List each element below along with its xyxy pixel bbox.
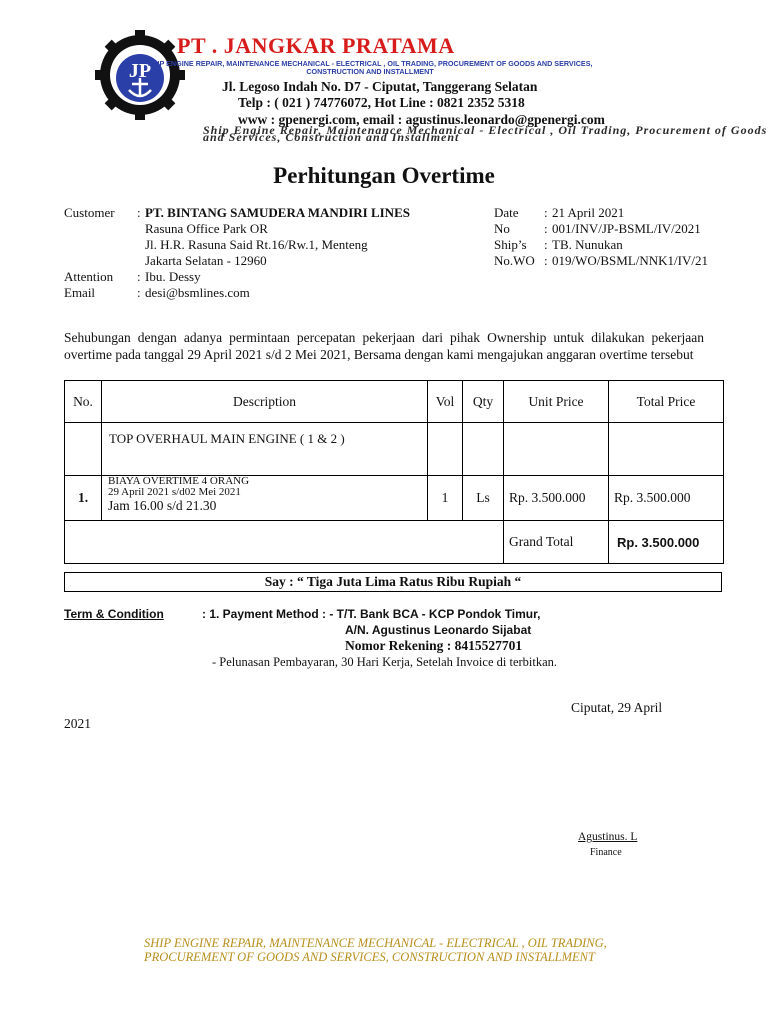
customer-name: PT. BINTANG SAMUDERA MANDIRI LINES — [145, 205, 410, 220]
header-total-price: Total Price — [609, 381, 724, 423]
email-label: Email — [64, 285, 96, 300]
wo-value: 019/WO/BSML/NNK1/IV/21 — [552, 253, 708, 268]
terms-account-name: A/N. Agustinus Leonardo Sijabat — [345, 623, 532, 637]
customer-info — [64, 205, 410, 301]
footer-tagline — [144, 936, 644, 964]
company-services: SHIP ENGINE REPAIR, MAINTENANCE MECHANICAL - ELECTRICAL , OIL TRADING, PROCUREMENT OF GOODS AND SERVICES, CONSTRUCTION AND INSTALLMENT — [147, 59, 593, 76]
colon: : — [544, 205, 548, 220]
colon: : — [544, 237, 548, 252]
terms-payment-term: - Pelunasan Pembayaran, 30 Hari Kerja, Setelah Invoice di terbitkan. — [212, 655, 558, 669]
document-title: Perhitungan Overtime — [273, 163, 495, 188]
item-total-price: Rp. 3.500.000 — [609, 476, 724, 521]
item-qty: Ls — [463, 476, 504, 521]
ships-value: TB. Nunukan — [552, 237, 623, 252]
svg-text:JP: JP — [128, 60, 152, 82]
table-row — [65, 521, 724, 564]
company-web: www : gpenergi.com, email : agustinus.leonardo@gpenergi.com — [238, 112, 605, 127]
signatory-role: Finance — [590, 847, 622, 858]
signature-year: 2021 — [64, 716, 91, 731]
ships-label: Ship’s — [494, 237, 527, 252]
signature-place-date: Ciputat, 29 April — [571, 700, 663, 715]
signatory-name: Agustinus. L — [578, 831, 638, 843]
date-value: 21 April 2021 — [552, 205, 625, 220]
no-value: 001/INV/JP-BSML/IV/2021 — [552, 221, 701, 236]
header-vol: Vol — [428, 381, 463, 423]
item-unit-price: Rp. 3.500.000 — [504, 476, 609, 521]
company-phone: Telp : ( 021 ) 74776072, Hot Line : 0821 2352 5318 — [238, 95, 525, 110]
header-unit-price: Unit Price — [504, 381, 609, 423]
document-meta — [494, 205, 708, 269]
header-description: Description — [102, 381, 428, 423]
footer-line1: SHIP ENGINE REPAIR, MAINTENANCE MECHANICAL - ELECTRICAL , OIL TRADING, — [144, 936, 607, 950]
table-row — [65, 423, 724, 476]
colon: : — [137, 269, 141, 284]
email-value: desi@bsmlines.com — [145, 285, 250, 300]
terms-label: Term & Condition — [64, 607, 164, 621]
no-label: No — [494, 221, 510, 236]
intro-paragraph: Sehubungan dengan adanya permintaan percepatan pekerjaan dari pihak Ownership untuk dilakukan pekerjaan overtime pada tanggal 29 April 2021 s/d 2 Mei 2021, Bersama dengan kami mengajukan anggaran overtime tersebut — [64, 330, 704, 362]
customer-label: Customer — [64, 205, 115, 220]
header-no: No. — [65, 381, 102, 423]
item-desc-line1: BIAYA OVERTIME 4 ORANG — [108, 475, 250, 487]
company-name: PT . JANGKAR PRATAMA — [177, 33, 455, 58]
colon: : — [544, 221, 548, 236]
terms-payment-method: : 1. Payment Method : - T/T. Bank BCA - KCP Pondok Timur, — [202, 607, 541, 621]
colon: : — [137, 285, 141, 300]
grand-total-value: Rp. 3.500.000 — [609, 521, 724, 564]
customer-address-1: Rasuna Office Park OR — [145, 221, 268, 236]
item-no: 1. — [65, 476, 102, 521]
colon: : — [544, 253, 548, 268]
section-title: TOP OVERHAUL MAIN ENGINE ( 1 & 2 ) — [102, 423, 428, 476]
date-label: Date — [494, 205, 519, 220]
amount-in-words: Say : “ Tiga Juta Lima Ratus Ribu Rupiah “ — [64, 572, 722, 592]
terms-account-number: Nomor Rekening : 8415527701 — [345, 638, 523, 653]
colon: : — [137, 205, 141, 220]
attention-label: Attention — [64, 269, 114, 284]
items-table — [64, 380, 724, 564]
customer-address-2: Jl. H.R. Rasuna Said Rt.16/Rw.1, Menteng — [145, 237, 368, 252]
item-desc-line2: 29 April 2021 s/d02 Mei 2021 — [108, 486, 241, 498]
customer-address-3: Jakarta Selatan - 12960 — [145, 253, 267, 268]
table-header-row — [65, 381, 724, 423]
company-tagline-overprint: Ship Engine Repair, Maintenance Mechanical - Electrical , Oil Trading, Procurement of Goods and Services, Construction and Installment — [203, 123, 768, 144]
wo-label: No.WO — [494, 253, 535, 268]
header-qty: Qty — [463, 381, 504, 423]
grand-total-label: Grand Total — [504, 521, 609, 564]
company-address: Jl. Legoso Indah No. D7 - Ciputat, Tanggerang Selatan — [222, 79, 538, 94]
item-vol: 1 — [428, 476, 463, 521]
attention-value: Ibu. Dessy — [145, 269, 201, 284]
footer-line2: PROCUREMENT OF GOODS AND SERVICES, CONSTRUCTION AND INSTALLMENT — [144, 950, 595, 964]
item-description — [102, 476, 428, 521]
item-desc-line3: Jam 16.00 s/d 21.30 — [108, 498, 217, 513]
table-row — [65, 476, 724, 521]
